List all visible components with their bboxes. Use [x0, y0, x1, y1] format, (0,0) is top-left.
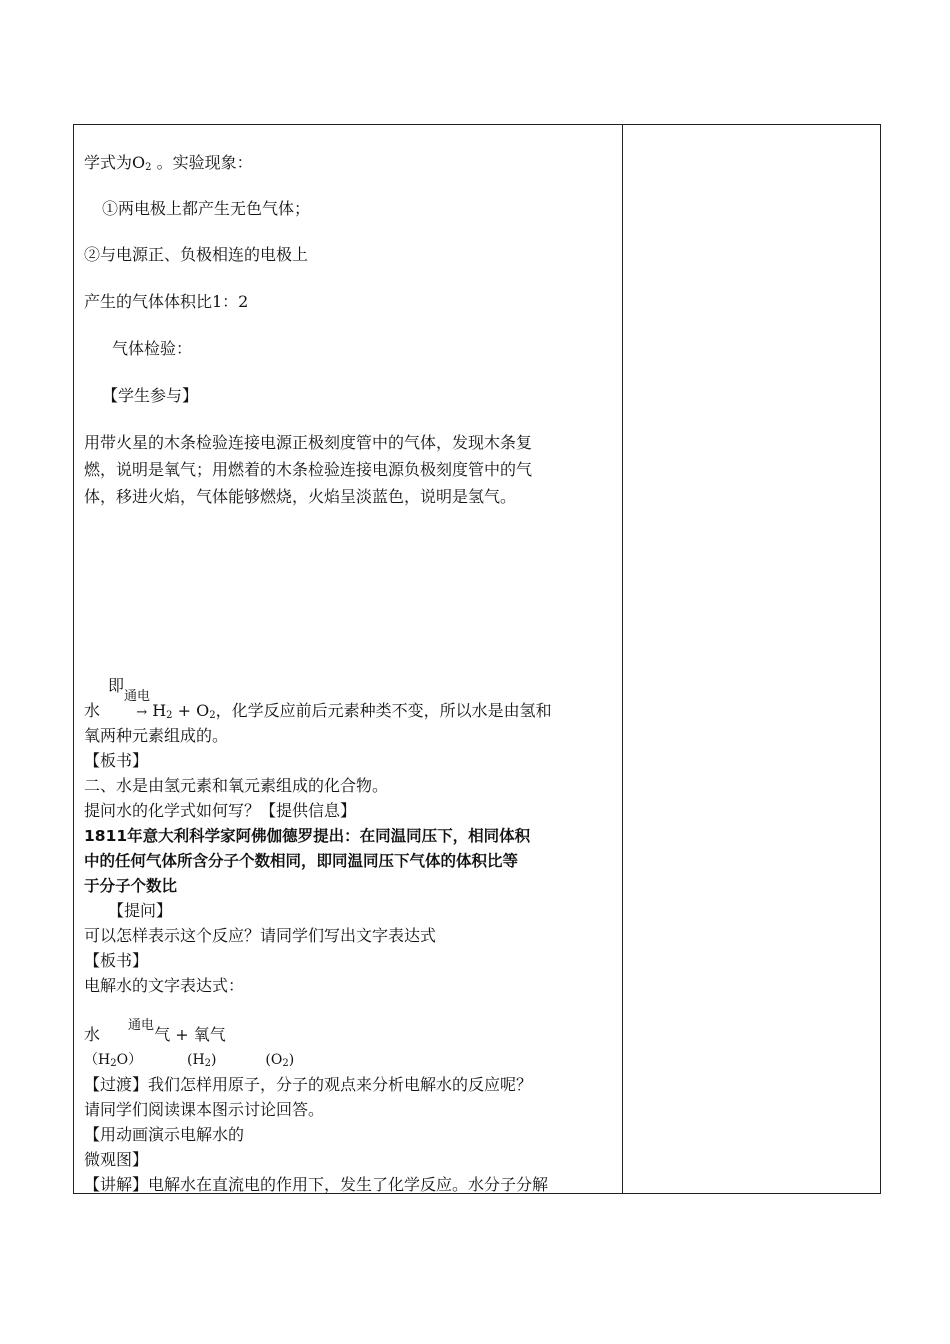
eq1-plus: + O	[172, 701, 210, 720]
eq2-condition: 通电	[128, 1018, 155, 1033]
formula-line	[84, 153, 253, 173]
subscript: 2	[145, 162, 152, 173]
formula-h2: (H	[186, 1052, 205, 1068]
para1-line3: 体，移进火焰，气体能够燃烧，火焰呈淡蓝色，说明是氢气。	[84, 487, 517, 506]
formula-h2-end: )	[211, 1052, 217, 1068]
eq1-arrow: →	[136, 705, 148, 720]
question-2: 【提问】	[108, 901, 173, 920]
question-1: 提问水的化学式如何写？【提供信息】	[84, 801, 357, 820]
word-equation-label: 电解水的文字表达式：	[84, 976, 245, 995]
subscript: 2	[204, 1058, 212, 1069]
transition-line2: 请同学们阅读课本图示讨论回答。	[84, 1100, 325, 1119]
eq2-water: 水	[84, 1025, 101, 1044]
eq2-rest: 气 + 氧气	[154, 1025, 226, 1044]
formula-o2-end: )	[288, 1052, 295, 1068]
student-participation: 【学生参与】	[102, 386, 199, 405]
formula-h2o-end: O）	[116, 1052, 143, 1068]
eq1-line2: 氧两种元素组成的。	[84, 726, 229, 745]
volume-ratio: 产生的气体体积比1：2	[84, 292, 249, 311]
subscript: 2	[110, 1058, 117, 1069]
eq1-line1	[84, 701, 552, 723]
subscript: 2	[166, 710, 173, 721]
info-line3: 于分子个数比	[84, 877, 178, 895]
lesson-table	[73, 124, 881, 1194]
column-divider	[622, 125, 623, 1193]
formula-h2o: （H	[84, 1052, 111, 1068]
formula-prefix: 学式为O	[84, 153, 146, 172]
para1-line1: 用带火星的木条检验连接电源正极刻度管中的气体，发现木条复	[84, 433, 533, 452]
eq1-water: 水	[84, 701, 101, 720]
eq1-top-char: 即	[108, 676, 125, 695]
formula-row	[84, 1050, 294, 1070]
eq2-line	[84, 1025, 226, 1045]
transition-line1: 【过渡】我们怎样用原子，分子的观点来分析电解水的反应呢？	[84, 1075, 533, 1094]
animation-line2: 微观图】	[84, 1150, 149, 1169]
board-2: 【板书】	[84, 951, 149, 970]
subscript: 2	[209, 710, 216, 721]
eq1-rest: ，化学反应前后元素种类不变，所以水是由氢和	[215, 701, 552, 720]
phenomenon-2: ②与电源正、负极相连的电极上	[84, 245, 309, 264]
eq1-condition: 通电	[124, 689, 151, 704]
explanation: 【讲解】电解水在直流电的作用下，发生了化学反应。水分子分解	[84, 1175, 549, 1194]
para1-line2: 燃，说明是氧气；用燃着的木条检验连接电源负极刻度管中的气	[84, 460, 533, 479]
info-line1: 1811年意大利科学家阿佛伽德罗提出：在同温同压下，相同体积	[84, 827, 531, 845]
info-line2: 中的任何气体所含分子个数相同，即同温同压下气体的体积比等	[84, 852, 519, 870]
phenomenon-label: 。实验现象：	[151, 153, 253, 172]
gas-test: 气体检验：	[112, 339, 193, 358]
animation-line1: 【用动画演示电解水的	[84, 1125, 245, 1144]
formula-o2: (O	[265, 1052, 283, 1068]
eq1-h: H	[152, 701, 167, 720]
board-1: 【板书】	[84, 751, 149, 770]
phenomenon-1: ①两电极上都产生无色气体；	[102, 199, 311, 218]
subscript: 2	[282, 1058, 289, 1069]
section-2: 二、水是由氢元素和氧元素组成的化合物。	[84, 776, 389, 795]
express-prompt: 可以怎样表示这个反应？请同学们写出文字表达式	[84, 926, 437, 945]
